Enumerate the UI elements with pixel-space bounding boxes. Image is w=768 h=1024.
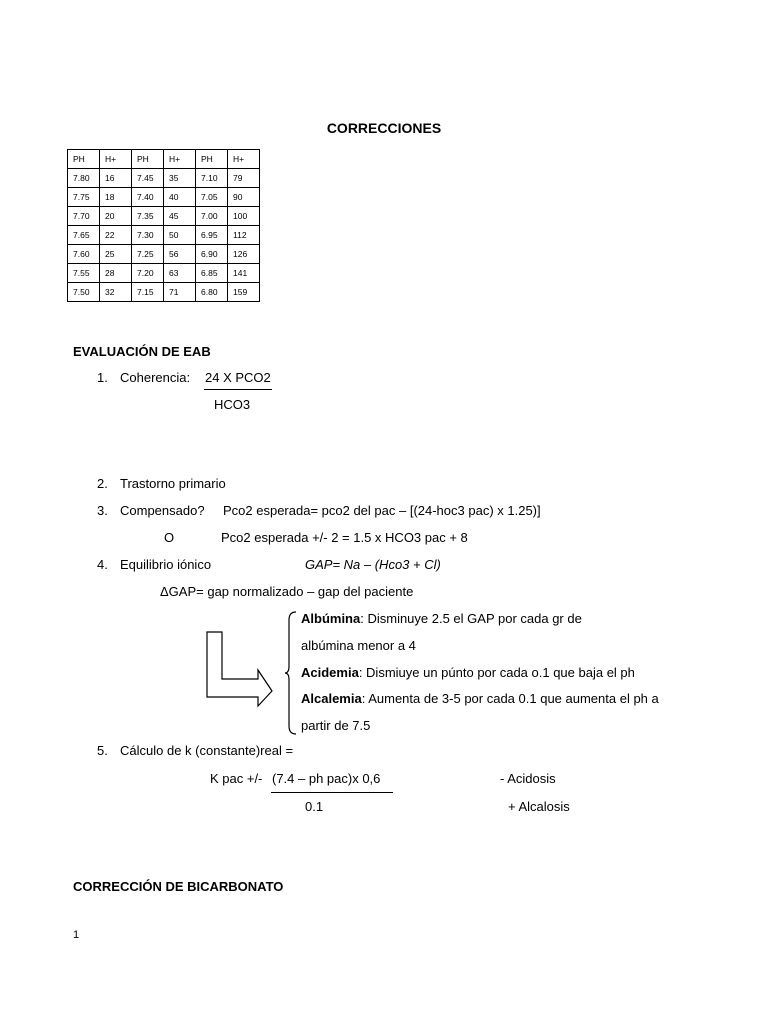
albumin-line-1 [301,611,582,626]
table-cell: 7.05 [196,188,228,207]
table-cell: 50 [164,226,196,245]
table-cell: 7.40 [132,188,164,207]
table-row [68,264,260,283]
table-cell: 18 [100,188,132,207]
table-cell: 7.35 [132,207,164,226]
table-cell: 7.75 [68,188,100,207]
table-row [68,283,260,302]
table-cell: 7.55 [68,264,100,283]
item-3-number: 3. [97,503,108,518]
table-cell: 90 [228,188,260,207]
table-cell: 7.60 [68,245,100,264]
table-cell: 28 [100,264,132,283]
item-3-label: Compensado? [120,503,205,518]
table-cell: 6.80 [196,283,228,302]
table-cell: 159 [228,283,260,302]
alcalemia-description: : Aumenta de 3-5 por cada 0.1 que aumenta el ph a [361,691,659,706]
table-row [68,169,260,188]
coherence-numerator: 24 X PCO2 [205,370,271,385]
page-title: CORRECCIONES [326,120,442,136]
item-5-number: 5. [97,743,108,758]
table-header-cell: H+ [164,150,196,169]
table-cell: 6.90 [196,245,228,264]
table-header-cell: PH [132,150,164,169]
table-row [68,188,260,207]
acidemia-term: Acidemia [301,665,359,680]
table-header-cell: PH [68,150,100,169]
table-header-cell: H+ [228,150,260,169]
table-cell: 56 [164,245,196,264]
table-cell: 32 [100,283,132,302]
section-heading-bicarbonate: CORRECCIÓN DE BICARBONATO [73,879,284,894]
item-2-label: Trastorno primario [120,476,226,491]
item-4-number: 4. [97,557,108,572]
item-2-number: 2. [97,476,108,491]
alcalemia-term: Alcalemia [301,691,362,706]
table-cell: 79 [228,169,260,188]
table-cell: 7.25 [132,245,164,264]
albumin-line-2: albúmina menor a 4 [301,638,416,653]
table-cell: 25 [100,245,132,264]
item-4-label: Equilibrio iónico [120,557,212,572]
acidemia-line [301,665,635,680]
table-cell: 7.30 [132,226,164,245]
item-5-label: Cálculo de k (constante)real = [120,743,294,758]
left-brace-icon [284,610,298,736]
table-cell: 45 [164,207,196,226]
table-cell: 40 [164,188,196,207]
table-row [68,207,260,226]
fraction-bar [271,792,393,793]
k-denominator: 0.1 [305,799,324,814]
table-row [68,245,260,264]
alcalemia-line-2: partir de 7.5 [301,718,371,733]
table-cell: 141 [228,264,260,283]
compensation-alt-formula: Pco2 esperada +/- 2 = 1.5 x HCO3 pac + 8 [221,530,468,545]
fraction-bar [204,389,272,390]
ph-h-table [67,149,260,302]
alcalosis-label: + Alcalosis [508,799,570,814]
table-cell: 7.20 [132,264,164,283]
table-cell: 112 [228,226,260,245]
table-header-row [68,150,260,169]
right-arrow-icon [202,628,276,708]
table-cell: 7.80 [68,169,100,188]
table-cell: 22 [100,226,132,245]
table-cell: 35 [164,169,196,188]
table-cell: 20 [100,207,132,226]
k-prefix: K pac +/- [210,771,263,786]
table-row [68,226,260,245]
table-cell: 63 [164,264,196,283]
alcalemia-line-1 [301,691,659,706]
acidemia-description: : Dismiuye un púnto por cada o.1 que baja el ph [358,665,635,680]
k-numerator: (7.4 – ph pac)x 0,6 [272,771,381,786]
table-cell: 6.85 [196,264,228,283]
table-cell: 6.95 [196,226,228,245]
table-cell: 71 [164,283,196,302]
table-header-cell: PH [196,150,228,169]
table-cell: 7.50 [68,283,100,302]
gap-formula: GAP= Na – (Hco3 + Cl) [305,557,441,572]
table-cell: 16 [100,169,132,188]
albumin-description: : Disminuye 2.5 el GAP por cada gr de [360,611,582,626]
compensation-formula: Pco2 esperada= pco2 del pac – [(24-hoc3 pac) x 1.25)] [223,503,541,518]
table-cell: 7.45 [132,169,164,188]
item-1-label: Coherencia: [120,370,191,385]
section-heading-eab: EVALUACIÓN DE EAB [73,344,211,359]
or-text: O [164,530,175,545]
acidosis-label: - Acidosis [500,771,556,786]
table-cell: 100 [228,207,260,226]
table-cell: 7.00 [196,207,228,226]
page-number: 1 [73,929,80,941]
item-1-number: 1. [97,370,108,385]
table-header-cell: H+ [100,150,132,169]
coherence-denominator: HCO3 [214,397,251,412]
table-cell: 7.70 [68,207,100,226]
table-cell: 7.15 [132,283,164,302]
albumin-term: Albúmina [301,611,361,626]
table-cell: 7.10 [196,169,228,188]
delta-gap-formula: ΔGAP= gap normalizado – gap del paciente [160,584,414,599]
table-cell: 126 [228,245,260,264]
table-cell: 7.65 [68,226,100,245]
